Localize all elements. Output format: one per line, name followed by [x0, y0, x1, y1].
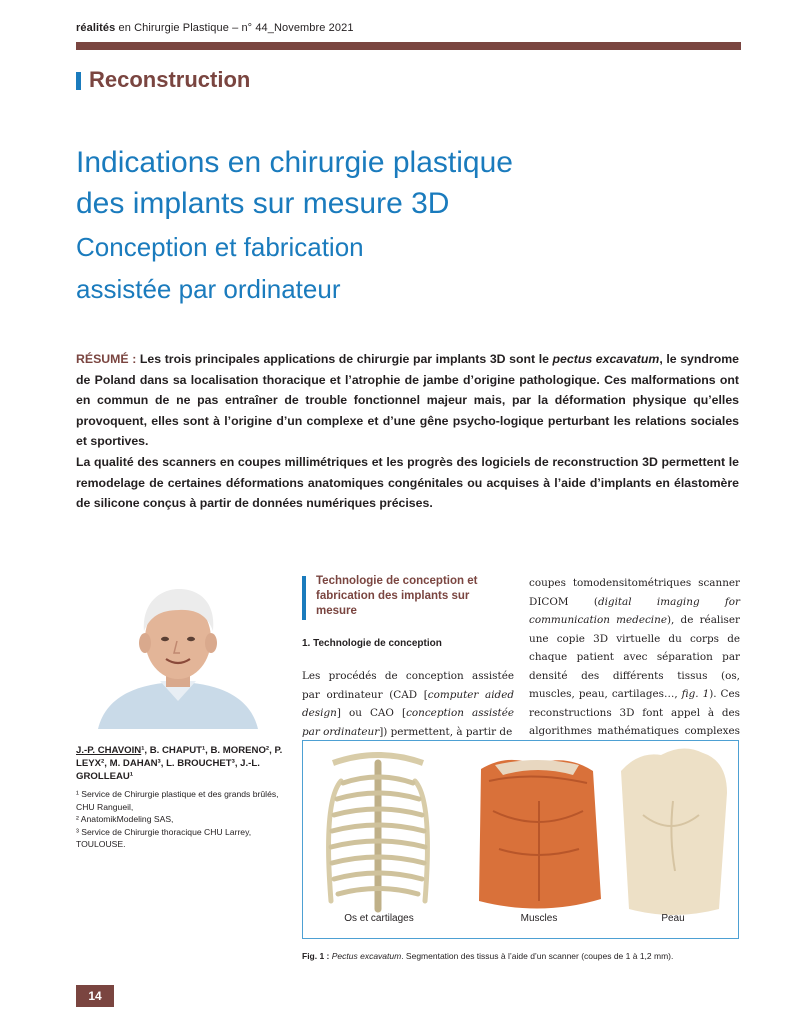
subsection-heading: 1. Technologie de conception: [302, 638, 442, 649]
journal-name: réalités: [76, 22, 116, 34]
affiliation-1: ¹ Service de Chirurgie plastique et des grands brûlés, CHU Rangueil,: [76, 789, 279, 812]
lead-author: J.-P. CHAVOIN: [76, 745, 142, 756]
section-heading: Technologie de conception et fabrication des implants sur mesure: [316, 575, 478, 617]
co-authors: ¹, B. CHAPUT¹, B. MORENO², P. LEYX², M. DAHAN³, L. BROUCHET³, J.-L. GROLLEAU¹: [76, 745, 283, 782]
figure-illustration: [303, 741, 738, 938]
article-subtitle-line-1: Conception et fabrication: [76, 232, 364, 262]
section-label: Reconstruction: [89, 67, 251, 92]
article-title-line-2: des implants sur mesure 3D: [76, 187, 450, 220]
abstract-paragraph-1: RÉSUMÉ : Les trois principales applications de chirurgie par implants 3D sont le pectus excavatum, le syndrome de Poland dans sa localisation thoracique et l’atrophie de jambe d’origine pathologique. Ces malformations ont en commun de ne pas entraîner de trouble fonctionnel majeur mais, par la déformation physique qu’elles provoquent, elles sont à l’origine d’un complexe et d’une gêne psycho-logique perturbant les relations sociales et sportives.: [76, 352, 739, 449]
author-list: [76, 744, 286, 783]
issue-info: en Chirurgie Plastique – n° 44_Novembre 2021: [115, 22, 354, 34]
muscle-render: [479, 760, 601, 909]
body-column-1: Les procédés de conception assistée par ordinateur (CAD [computer aided design] ou CAO [conception assistée par ordinateur]) permettent, à partir de: [302, 670, 514, 738]
abstract-emphasis: pectus excavatum: [552, 352, 660, 366]
portrait-illustration: [76, 577, 279, 729]
figure-1: [302, 740, 739, 939]
affiliation-3: ³ Service de Chirurgie thoracique CHU Larrey, TOULOUSE.: [76, 826, 252, 850]
affiliations: [76, 788, 281, 851]
figure-label-skin: Peau: [661, 913, 685, 924]
figure-caption: Fig. 1 : Pectus excavatum. Segmentation des tissus à l’aide d’un scanner (coupes de 1 à 1,2 mm).: [302, 951, 674, 961]
abstract: [76, 349, 739, 514]
box-heading-marker: [302, 576, 306, 620]
ribcage-render: [329, 763, 428, 909]
body-column-2: coupes tomodensitométriques scanner DICOM (digital imaging for communication medecine), de réaliser une copie 3D virtuelle du corps de chaque patient avec séparation par densité des différents tissus (os, muscles, peau, cartilages…, fig. 1). Ces reconstructions 3D font appel à des algorithmes mathématiques complexes: [529, 577, 740, 737]
skin-render: [621, 748, 727, 915]
header-rule: [76, 42, 741, 50]
section-marker: [76, 72, 81, 90]
abstract-label: RÉSUMÉ :: [76, 352, 137, 366]
page-number: 14: [76, 985, 114, 1007]
running-header: [76, 22, 354, 34]
article-title-line-1: Indications en chirurgie plastique: [76, 146, 513, 179]
figure-label-muscles: Muscles: [520, 913, 558, 924]
abstract-paragraph-2: La qualité des scanners en coupes millimétriques et les progrès des logiciels de reconstruction 3D permettent le remodelage de certaines déformations anatomiques congénitales ou acquises à l’aide d’implants en élastomère de silicone conçus à partir de données numériques précises.: [76, 454, 739, 511]
article-subtitle-line-2: assistée par ordinateur: [76, 274, 341, 304]
author-portrait: [76, 577, 279, 729]
figure-label-bones: Os et cartilages: [344, 913, 414, 924]
affiliation-2: ² AnatomikModeling SAS,: [76, 814, 174, 825]
